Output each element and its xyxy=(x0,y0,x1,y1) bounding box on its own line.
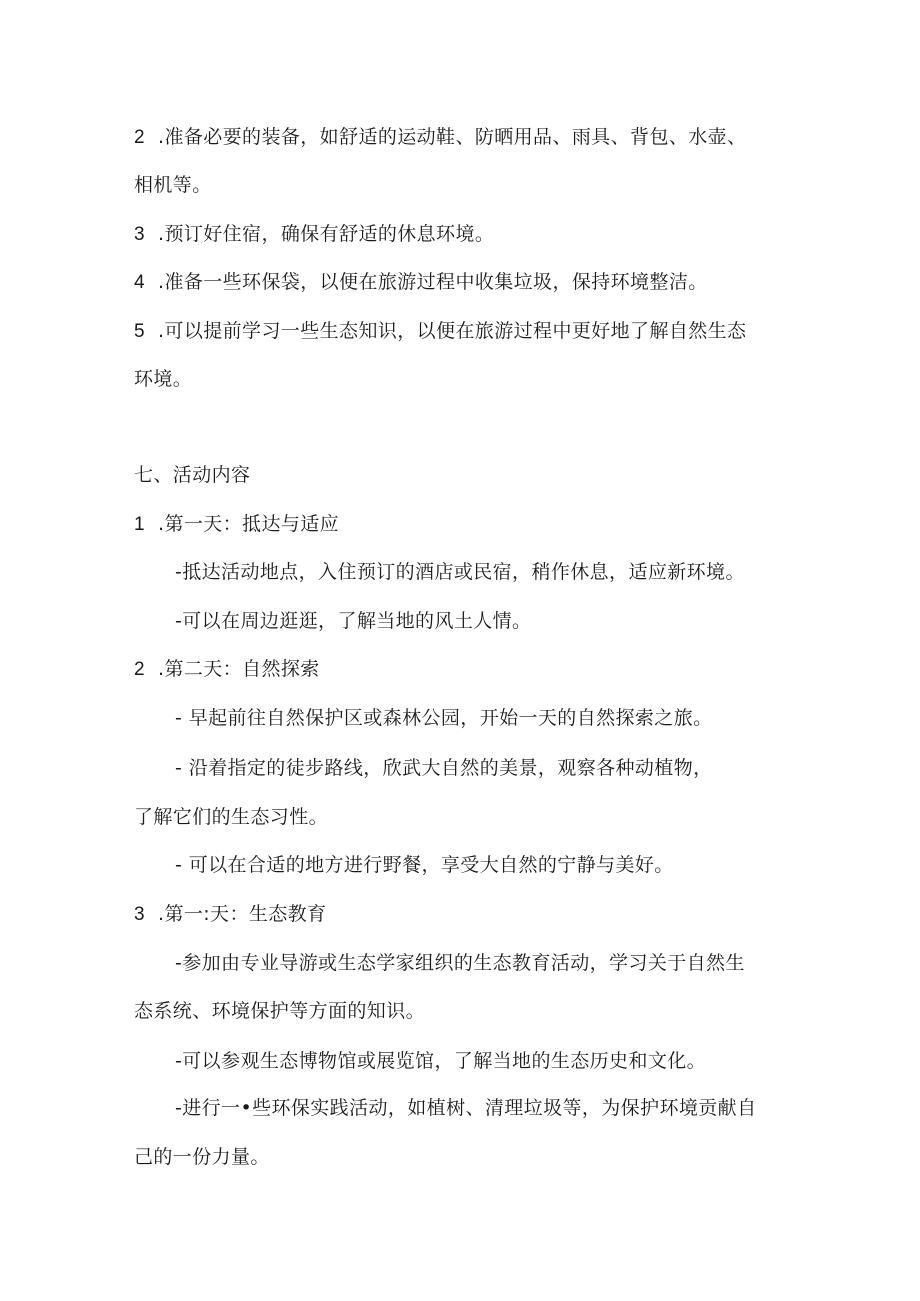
day-2-heading xyxy=(134,657,320,682)
section-title: 七、活动内容 xyxy=(134,464,251,486)
day-1-heading xyxy=(134,512,339,537)
prep-text: .预订好住宿，确保有舒适的休息环境。 xyxy=(158,223,495,245)
list-number: 2 xyxy=(134,127,145,148)
day-3-item-continuation: 态系统、环境保护等方面的知识。 xyxy=(134,1000,426,1022)
day-3-heading xyxy=(134,902,326,927)
prep-text: .准备一些环保袋，以便在旅游过程中收集垃圾，保持环境整洁。 xyxy=(158,271,708,293)
list-number: 5 xyxy=(134,321,145,342)
day-title: .第二天：自然探索 xyxy=(158,658,320,680)
prep-item-5-continuation: 环境。 xyxy=(134,368,193,390)
day-1-item: -可以在周边逛逛，了解当地的风土人情。 xyxy=(175,610,532,632)
day-3-item: -可以参观生态博物馆或展览馆，了解当地的生态历史和文化。 xyxy=(175,1050,707,1072)
day-2-item-continuation: 了解它们的生态习性。 xyxy=(134,806,329,828)
prep-item-4 xyxy=(134,270,708,295)
prep-item-3 xyxy=(134,222,494,247)
day-2-item: - 早起前往自然保护区或森林公园，开始一天的自然探索之旅。 xyxy=(175,707,713,729)
day-2-item: - 可以在合适的地方进行野餐，享受大自然的宁静与美好。 xyxy=(175,854,674,876)
prep-text: .可以提前学习一些生态知识，以便在旅游过程中更好地了解自然生态 xyxy=(158,320,747,342)
day-title: .第一:天：生态教育 xyxy=(158,903,327,925)
day-3-item-continuation: 己的一份力量。 xyxy=(134,1146,270,1168)
list-number: 3 xyxy=(134,904,145,925)
list-number: 2 xyxy=(134,659,145,680)
day-1-item: -抵达活动地点，入住预订的酒店或民宿，稍作休息，适应新环境。 xyxy=(175,561,745,583)
day-3-item: -进行一•些环保实践活动，如植树、清理垃圾等，为保护环境贡献自 xyxy=(175,1097,757,1119)
day-2-item: - 沿着指定的徒步路线，欣武大自然的美景，观察各种动植物， xyxy=(175,757,713,779)
prep-item-5 xyxy=(134,319,746,344)
list-number: 1 xyxy=(134,514,145,535)
list-number: 4 xyxy=(134,272,145,293)
day-3-item: -参加由专业导游或生态学家组织的生态教育活动，学习关于自然生 xyxy=(175,952,745,974)
prep-item-2-continuation: 相机等。 xyxy=(134,174,212,196)
prep-text: .准备必要的装备，如舒适的运动鞋、防晒用品、雨具、背包、水壶、 xyxy=(158,126,747,148)
prep-item-2 xyxy=(134,125,746,150)
day-title: .第一天：抵达与适应 xyxy=(158,513,340,535)
list-number: 3 xyxy=(134,224,145,245)
